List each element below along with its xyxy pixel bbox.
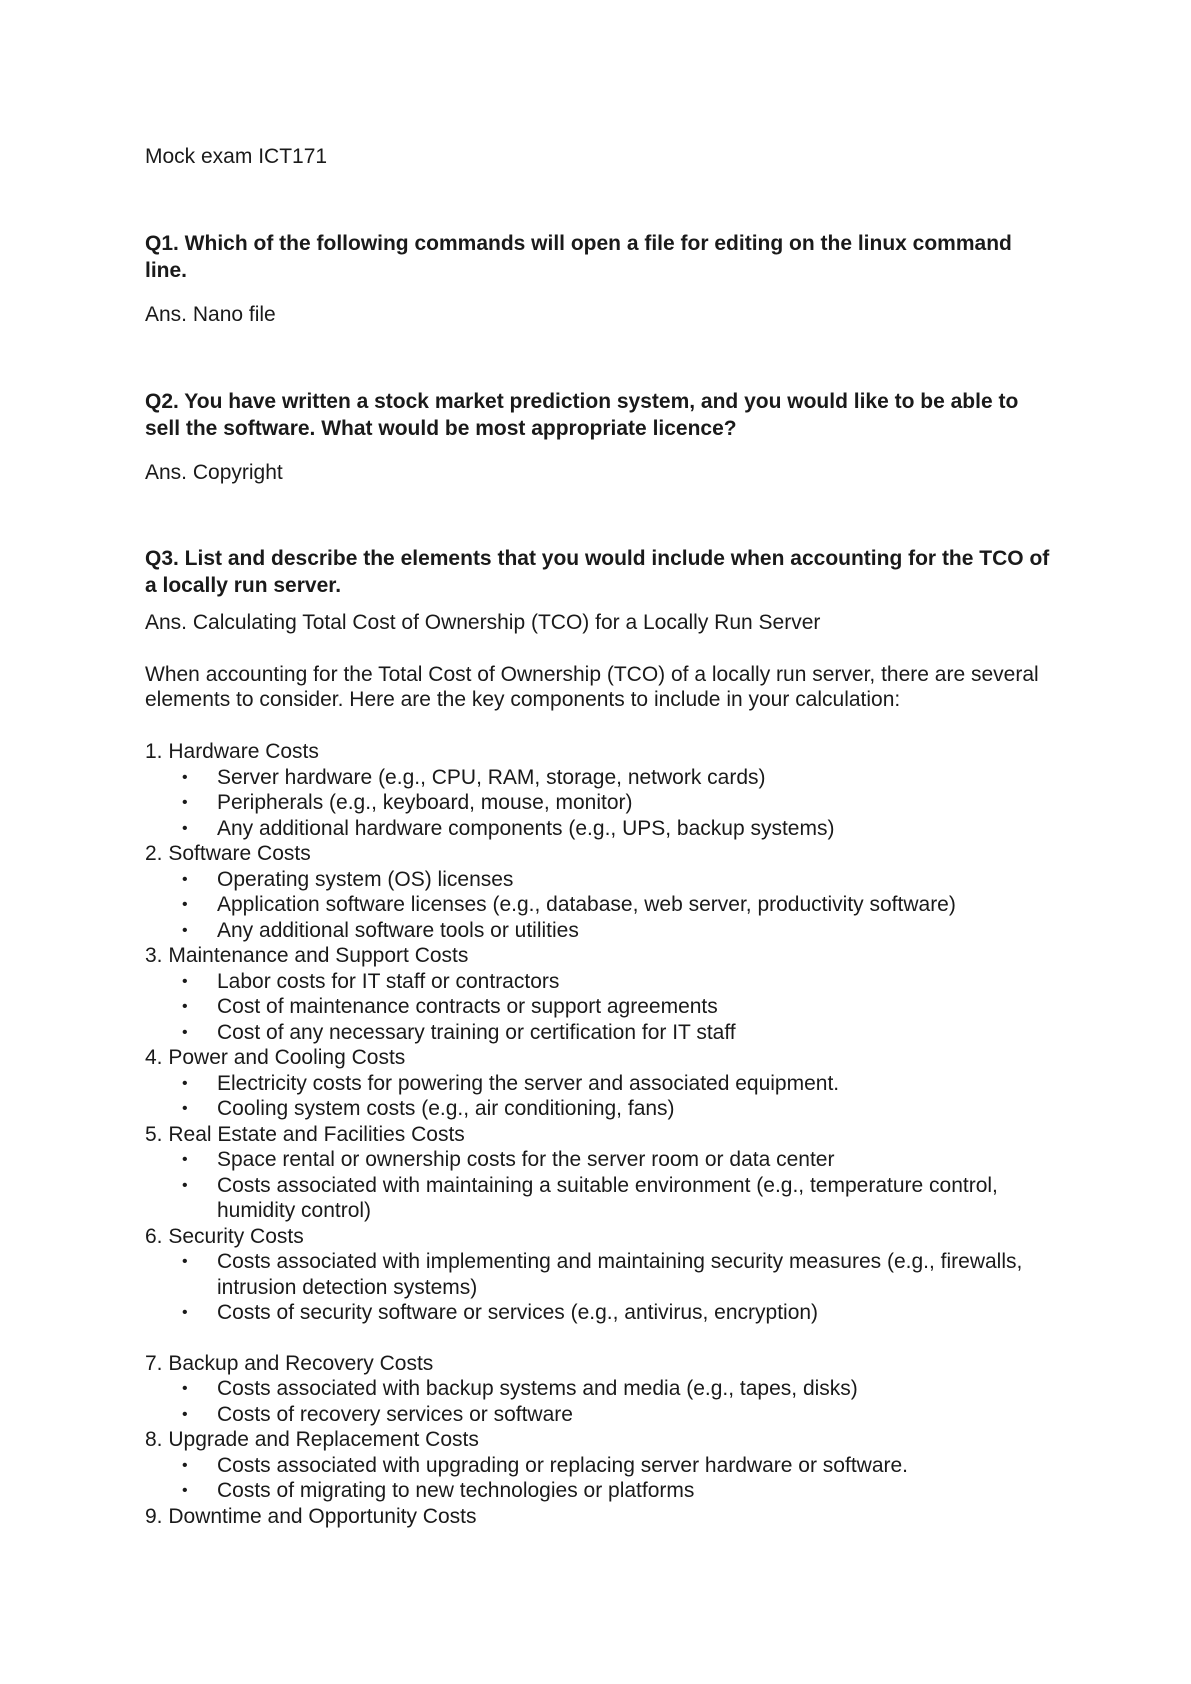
tco-section [145,739,1050,841]
section-items [145,969,1050,1046]
list-item: • Costs associated with maintaining a suitable environment (e.g., temperature control, humidity control) [182,1173,998,1222]
list-item: • Costs associated with upgrading or replacing server hardware or software. [182,1453,909,1477]
tco-section [145,1504,1050,1530]
bullet-icon: • [182,1023,188,1041]
list-item: • Any additional software tools or utilities [182,918,579,942]
question-3: Q3. List and describe the elements that you would include when accounting for the TCO of a locally run server. [145,547,1050,597]
answer-1: Ans. Nano file [145,303,276,326]
bullet-icon: • [182,1304,188,1321]
tco-section [145,1045,1050,1122]
list-item: • Costs of security software or services (e.g., antivirus, encryption) [182,1301,819,1324]
bullet-icon: • [182,870,188,888]
list-item: • Costs of migrating to new technologies or platforms [182,1479,695,1502]
bullet-icon: • [182,1482,188,1499]
section-items [145,1376,1050,1427]
section-heading: 8. Upgrade and Replacement Costs [145,1428,479,1451]
list-item: • Costs associated with backup systems and media (e.g., tapes, disks) [182,1377,858,1400]
list-item: • Cost of any necessary training or certification for IT staff [182,1020,736,1044]
list-item: • Electricity costs for powering the server and associated equipment. [182,1071,840,1095]
bullet-icon: • [182,1405,188,1423]
section-heading: 2. Software Costs [145,842,311,865]
section-items [145,867,1050,944]
bullet-icon: • [182,972,188,990]
list-item: • Labor costs for IT staff or contractors [182,969,560,993]
section-items [145,1071,1050,1122]
bullet-icon: • [182,1074,188,1092]
bullet-icon: • [182,794,188,811]
tco-section [145,841,1050,943]
list-item: • Peripherals (e.g., keyboard, mouse, monitor) [182,791,633,814]
bullet-icon: • [182,896,188,913]
section-heading: 4. Power and Cooling Costs [145,1046,406,1069]
document-title: Mock exam ICT171 [145,145,328,168]
spacer [145,1326,1050,1351]
tco-section [145,943,1050,1045]
intro-paragraph: When accounting for the Total Cost of Ownership (TCO) of a locally run server, there are several elements to consider. Here are the key components to include in your calculation: [145,663,1039,711]
list-item: • Costs associated with implementing and maintaining security measures (e.g., firewalls, intrusion detection systems) [182,1250,1023,1299]
tco-section [145,1427,1050,1504]
section-heading: 3. Maintenance and Support Costs [145,944,469,967]
bullet-icon: • [182,1456,188,1474]
section-heading: 5. Real Estate and Facilities Costs [145,1122,465,1146]
list-item: • Costs of recovery services or software [182,1402,573,1426]
section-items [145,1147,1050,1224]
tco-section [145,1351,1050,1428]
bullet-icon: • [182,998,188,1015]
tco-list [145,739,1050,1529]
bullet-icon: • [182,921,188,939]
list-item: • Cost of maintenance contracts or support agreements [182,995,718,1018]
list-item: • Any additional hardware components (e.g., UPS, backup systems) [182,816,835,840]
section-heading: 7. Backup and Recovery Costs [145,1351,434,1375]
bullet-icon: • [182,1253,188,1270]
section-heading: 6. Security Costs [145,1224,304,1248]
list-item: • Operating system (OS) licenses [182,867,514,891]
list-item: • Server hardware (e.g., CPU, RAM, storage, network cards) [182,765,766,789]
list-item: • Space rental or ownership costs for the server room or data center [182,1148,835,1171]
tco-section [145,1122,1050,1224]
tco-section [145,1224,1050,1326]
question-1: Q1. Which of the following commands will open a file for editing on the linux command line. [145,232,1012,282]
bullet-icon: • [182,768,188,786]
answer-2: Ans. Copyright [145,461,283,484]
bullet-icon: • [182,1380,188,1397]
section-items [145,1249,1050,1326]
bullet-icon: • [182,1176,188,1194]
bullet-icon: • [182,819,188,837]
list-item: • Application software licenses (e.g., database, web server, productivity software) [182,893,956,916]
question-2: Q2. You have written a stock market prediction system, and you would like to be able to sell the software. What would be most appropriate licence? [145,390,1019,440]
section-items [145,765,1050,842]
bullet-icon: • [182,1100,188,1117]
section-items [145,1453,1050,1504]
section-heading: 9. Downtime and Opportunity Costs [145,1504,477,1528]
bullet-icon: • [182,1151,188,1168]
section-heading: 1. Hardware Costs [145,740,319,763]
answer-3: Ans. Calculating Total Cost of Ownership (TCO) for a Locally Run Server [145,611,821,634]
list-item: • Cooling system costs (e.g., air conditioning, fans) [182,1097,675,1120]
